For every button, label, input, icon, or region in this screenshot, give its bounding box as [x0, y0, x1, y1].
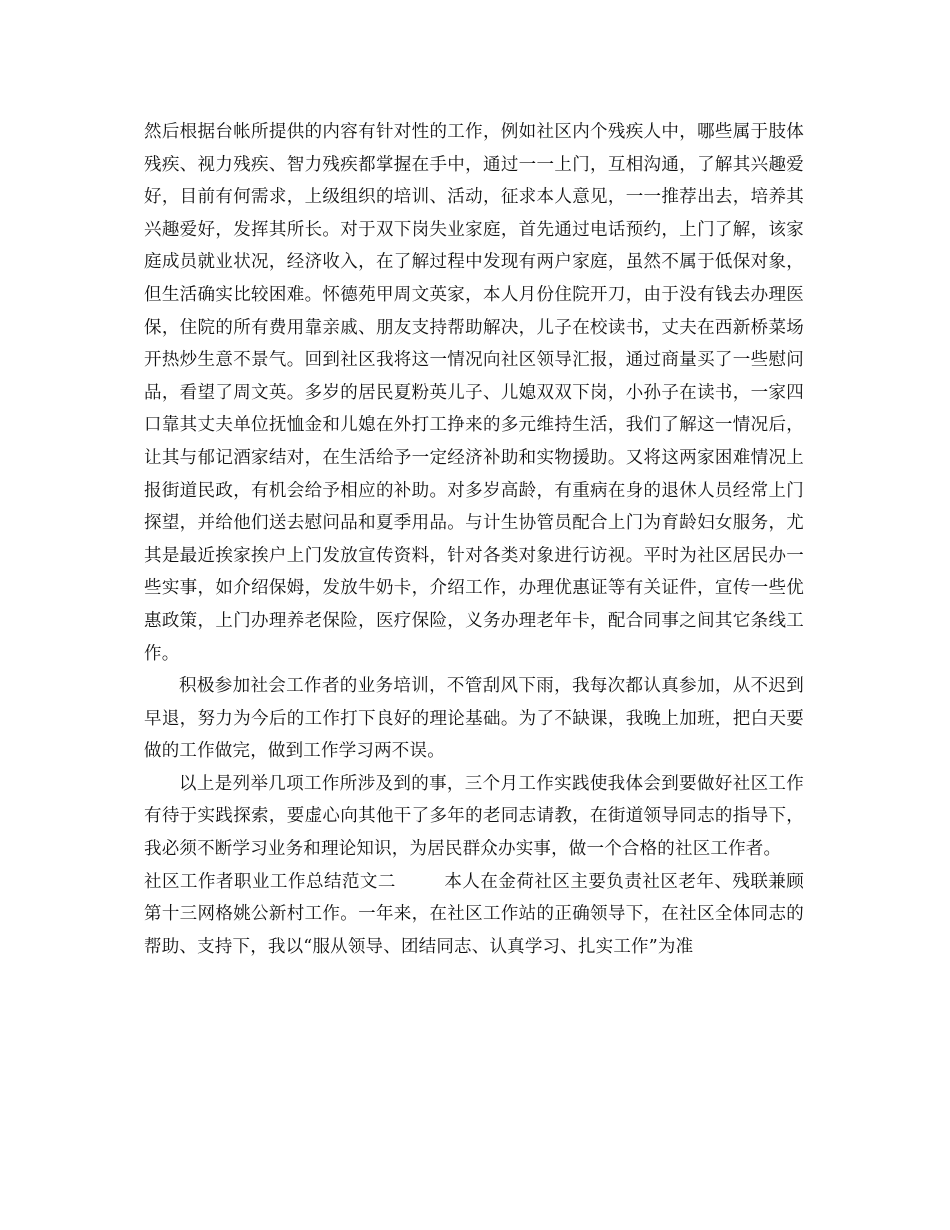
paragraph-2: 积极参加社会工作者的业务培训，不管刮风下雨，我每次都认真参加，从不迟到早退，努力为今后的工作打下良好的理论基础。为了不缺课，我晚上加班，把白天要做的工作做完，做到工作学习两不误。: [144, 676, 804, 762]
section-heading: 社区工作者职业工作总结范文二: [144, 871, 396, 892]
paragraph-3: 以上是列举几项工作所涉及到的事，三个月工作实践使我体会到要做好社区工作有待于实践探索，要虚心向其他干了多年的老同志请教，在街道领导同志的指导下，我必须不断学习业务和理论知识，为居民群众办实事，做一个合格的社区工作者。: [144, 773, 804, 860]
section-paragraph: [144, 866, 804, 964]
section-text: 本人在金荷社区主要负责社区老年、残联兼顾第十三网格姚公新村工作。一年来，在社区工作站的正确领导下，在社区全体同志的帮助、支持下，我以“服从领导、团结同志、认真学习、扎实工作”为准: [144, 871, 805, 957]
heading-gap: [396, 872, 444, 892]
document-body: [144, 116, 804, 963]
paragraph-1: 然后根据台帐所提供的内容有针对性的工作，例如社区内个残疾人中，哪些属于肢体残疾、视力残疾、智力残疾都掌握在手中，通过一一上门，互相沟通，了解其兴趣爱好，目前有何需求，上级组织的培训、活动，征求本人意见，一一推荐出去，培养其兴趣爱好，发挥其所长。对于双下岗失业家庭，首先通过电话预约，上门了解，该家庭成员就业状况，经济收入，在了解过程中发现有两户家庭，虽然不属于低保对象，但生活确实比较困难。怀德苑甲周文英家，本人月份住院开刀，由于没有钱去办理医保，住院的所有费用靠亲戚、朋友支持帮助解决，儿子在校读书，丈夫在西新桥菜场开热炒生意不景气。回到社区我将这一情况向社区领导汇报，通过商量买了一些慰问品，看望了周文英。多岁的居民夏粉英儿子、儿媳双双下岗，小孙子在读书，一家四口靠其丈夫单位抚恤金和儿媳在外打工挣来的多元维持生活，我们了解这一情况后，让其与郁记酒家结对，在生活给予一定经济补助和实物援助。又将这两家困难情况上报街道民政，有机会给予相应的补助。对多岁高龄，有重病在身的退休人员经常上门探望，并给他们送去慰问品和夏季用品。与计生协管员配合上门为育龄妇女服务，尤其是最近挨家挨户上门发放宣传资料，针对各类对象进行访视。平时为社区居民办一些实事，如介绍保姆，发放牛奶卡，介绍工作，办理优惠证等有关证件，宣传一些优惠政策，上门办理养老保险，医疗保险，义务办理老年卡，配合同事之间其它条线工作。: [144, 122, 804, 664]
